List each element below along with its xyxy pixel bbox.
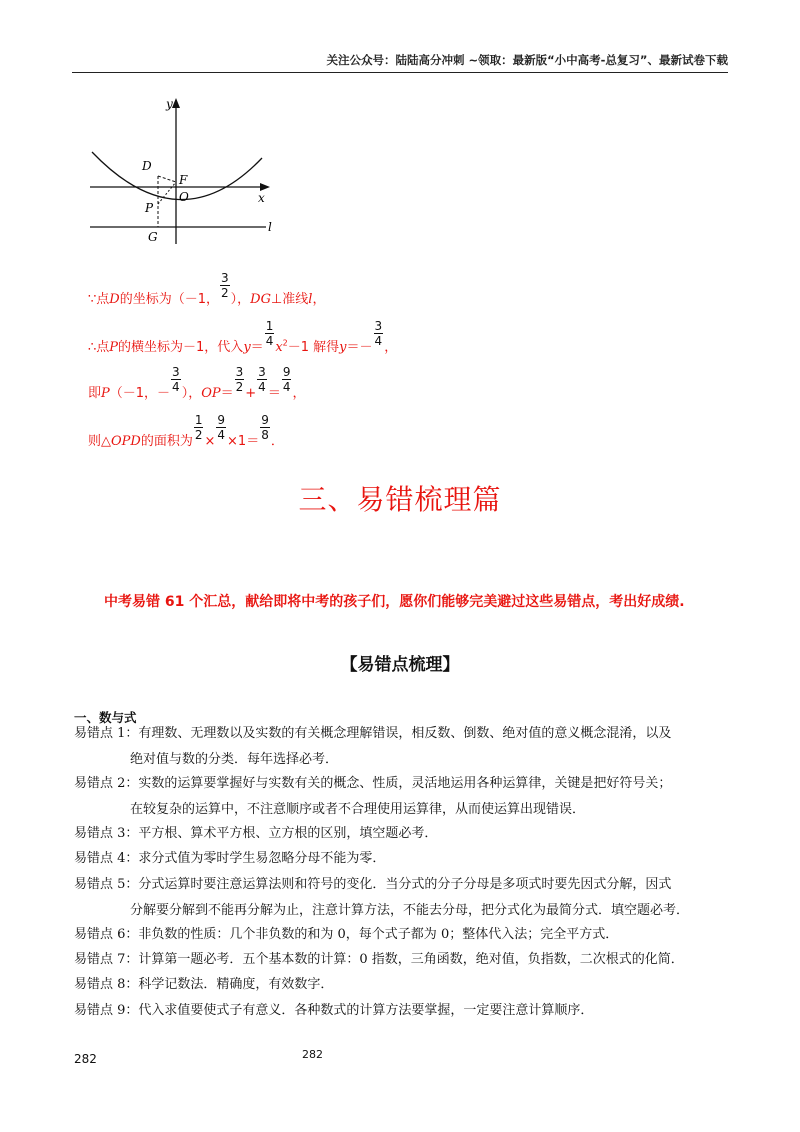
text: ）， — [181, 386, 202, 401]
var-D: D — [109, 292, 120, 307]
header-text: 关注公众号：陆陆高分冲刺 ~领取：最新版“小中高考-总复习”、最新试卷下载 — [326, 53, 728, 67]
item-line: 易错点 8：科学记数法．精确度，有效数字． — [74, 977, 334, 992]
var-P: P — [109, 340, 119, 355]
var-DG: DG — [250, 292, 271, 307]
var-y: y — [243, 340, 251, 355]
exponent: 2 — [282, 338, 288, 348]
denominator: 2 — [221, 286, 229, 300]
intro-paragraph: 中考易错 61 个汇总，献给即将中考的孩子们，愿你们能够完美避过这些易错点，考出好成绩. — [104, 594, 685, 610]
fraction — [265, 320, 275, 347]
error-point-4 — [74, 846, 385, 872]
denominator: 8 — [261, 428, 269, 442]
var-OP: OP — [201, 386, 221, 401]
numerator: 1 — [265, 319, 274, 333]
error-point-8 — [74, 972, 333, 998]
error-point-3 — [74, 821, 437, 847]
item-continuation: 在较复杂的运算中，不注意顺序或者不合理使用运算律，从而使运算出现错误． — [130, 801, 586, 817]
numerator: 3 — [258, 365, 266, 379]
error-point-5 — [74, 872, 689, 923]
denominator: 4 — [258, 380, 266, 394]
denominator: 4 — [265, 334, 274, 348]
y-axis-arrow — [172, 98, 180, 108]
page-number-left: 282 — [74, 1052, 97, 1066]
category-heading: 一、数与式 — [74, 710, 137, 725]
solution-line-4 — [88, 413, 284, 455]
numerator: 3 — [235, 365, 244, 379]
parabola-diagram — [84, 94, 284, 254]
item-line: 易错点 1：有理数、无理数以及实数的有关概念理解错误，相反数、倒数、绝对值的意义概念混淆，以及 — [74, 726, 672, 741]
text: ∵点 — [88, 292, 110, 307]
fraction — [216, 414, 226, 441]
item-line: 易错点 6：非负数的性质：几个非负数的和为 0，每个式子都为 0；整体代入法；完全平方式． — [74, 927, 619, 942]
label-x: x — [258, 191, 265, 205]
label-D: D — [142, 159, 152, 173]
denominator: 2 — [235, 380, 244, 394]
denominator: 4 — [172, 380, 180, 394]
text: ． — [270, 434, 284, 449]
label-y: y — [166, 97, 173, 111]
solution-line-2 — [88, 319, 398, 361]
item-line: 易错点 5：分式运算时要注意运算法则和符号的变化．当分式的分子分母是多项式时要先因式分解，因式 — [74, 877, 672, 892]
numerator: 9 — [282, 365, 291, 379]
text: －1 解得 — [287, 340, 340, 355]
item-line: 易错点 4：求分式值为零时学生易忽略分母不能为零． — [74, 851, 386, 866]
item-continuation: 绝对值与数的分类．每年选择必考． — [130, 751, 339, 767]
fraction — [194, 414, 204, 441]
text: 的坐标为（－1， — [119, 292, 219, 307]
fraction — [374, 320, 384, 347]
fraction — [282, 366, 292, 393]
subtitle: 【易错点梳理】 — [340, 655, 460, 675]
fraction — [257, 366, 267, 393]
error-point-2 — [74, 771, 671, 822]
var-x: x — [275, 340, 283, 355]
label-l: l — [268, 220, 272, 234]
text: ×1＝ — [227, 434, 260, 449]
text: ＝ — [220, 386, 234, 401]
denominator: 4 — [217, 428, 226, 442]
text: ， — [312, 292, 326, 307]
item-line: 易错点 9：代入求值要使式子有意义．各种数式的计算方法要掌握，一定要注意计算顺序． — [74, 1003, 594, 1018]
dashed-df — [158, 176, 176, 182]
var-l: l — [308, 292, 313, 307]
numerator: 3 — [221, 271, 229, 285]
label-O: O — [179, 190, 189, 204]
text: ∴点 — [88, 340, 110, 355]
text: ， — [384, 340, 398, 355]
text: ＝ — [267, 386, 281, 401]
numerator: 3 — [374, 319, 383, 333]
var-y: y — [339, 340, 347, 355]
section-title: 三、易错梳理篇 — [298, 483, 502, 516]
fraction — [220, 272, 230, 299]
fraction — [260, 414, 270, 441]
numerator: 9 — [261, 413, 269, 427]
text: ＝－ — [346, 340, 373, 355]
text: 的横坐标为－1，代入 — [118, 340, 244, 355]
numerator: 1 — [194, 413, 203, 427]
label-G: G — [148, 230, 158, 244]
error-point-6 — [74, 922, 618, 948]
text: 的面积为 — [140, 434, 193, 449]
solution-line-3 — [88, 365, 306, 407]
numerator: 9 — [217, 413, 226, 427]
fraction — [171, 366, 181, 393]
denominator: 2 — [194, 428, 203, 442]
label-P: P — [145, 201, 154, 215]
item-line: 易错点 7：计算第一题必考．五个基本数的计算：0 指数，三角函数，绝对值，负指数，二次根式的化简． — [74, 952, 684, 967]
error-point-9 — [74, 998, 593, 1024]
item-continuation: 分解要分解到不能再分解为止，注意计算方法，不能去分母，把分式化为最简分式．填空题必考． — [130, 902, 690, 918]
error-point-1 — [74, 721, 671, 772]
x-axis-arrow — [260, 183, 270, 191]
text: ⊥准线 — [270, 292, 309, 307]
item-line: 易错点 2：实数的运算要掌握好与实数有关的概念、性质，灵活地运用各种运算律，关键是把好符号关； — [74, 776, 672, 791]
text: ， — [292, 386, 306, 401]
fraction — [235, 366, 245, 393]
text: 则△ — [88, 434, 111, 449]
text: （－1，－ — [109, 386, 171, 401]
text: 即 — [88, 386, 102, 401]
label-F: F — [179, 173, 188, 187]
page-header — [72, 50, 728, 73]
text: ＝ — [250, 340, 264, 355]
item-line: 易错点 3：平方根、算术平方根、立方根的区别，填空题必考． — [74, 826, 438, 841]
text: × — [204, 434, 216, 449]
var-OPD: OPD — [111, 434, 141, 449]
solution-line-1 — [88, 271, 326, 313]
denominator: 4 — [374, 334, 383, 348]
numerator: 3 — [172, 365, 180, 379]
parabola-curve — [92, 152, 262, 200]
error-point-7 — [74, 947, 684, 973]
page-number-center: 282 — [302, 1048, 323, 1061]
text: + — [245, 386, 257, 401]
dashed-pf — [158, 182, 176, 204]
var-P: P — [101, 386, 110, 401]
denominator: 4 — [282, 380, 291, 394]
text: ）， — [230, 292, 251, 307]
